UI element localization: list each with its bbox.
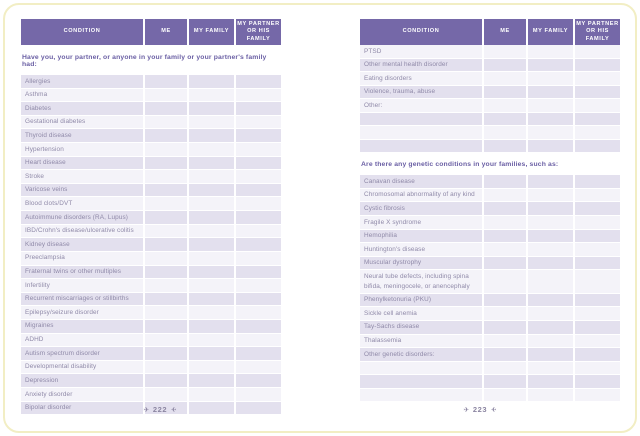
entry-cell-my-family	[187, 89, 234, 102]
table-row	[21, 184, 281, 198]
entry-cell-my-family	[526, 307, 573, 320]
entry-cell-my-family	[187, 388, 234, 401]
entry-cell-me	[143, 361, 187, 374]
entry-cell-partner-family	[573, 59, 620, 72]
table-row	[360, 216, 620, 230]
entry-cell-my-family	[526, 335, 573, 348]
entry-cell-partner-family	[573, 270, 620, 292]
table-row	[360, 45, 620, 59]
entry-cell-me	[482, 335, 526, 348]
entry-cell-partner-family	[573, 362, 620, 374]
conditions-continued-table	[360, 45, 620, 153]
entry-cell-my-family	[187, 225, 234, 238]
entry-cell-partner-family	[234, 238, 281, 251]
condition-label: Fragile X syndrome	[364, 218, 422, 226]
table-row	[360, 294, 620, 308]
condition-label: Violence, trauma, abuse	[364, 88, 436, 96]
entry-cell-my-family	[187, 102, 234, 115]
entry-cell-me	[143, 116, 187, 129]
entry-cell-me	[482, 216, 526, 229]
entry-cell-me	[143, 197, 187, 210]
condition-label: Thalassemia	[364, 337, 402, 345]
entry-cell-me	[143, 184, 187, 197]
header-cell-my-family: MY FAMILY	[526, 19, 573, 45]
condition-label: Recurrent miscarriages or stillbirths	[25, 295, 129, 303]
table-row	[21, 279, 281, 293]
entry-cell-my-family	[526, 175, 573, 188]
condition-label: Huntington's disease	[364, 245, 426, 253]
condition-label: Bipolar disorder	[25, 404, 72, 412]
entry-cell-me	[482, 362, 526, 374]
entry-cell-me	[482, 45, 526, 58]
entry-cell-partner-family	[234, 170, 281, 183]
condition-label	[360, 362, 482, 374]
entry-cell-partner-family	[573, 389, 620, 401]
condition-label: Other:	[364, 101, 383, 109]
genetic-conditions-table	[360, 175, 620, 402]
condition-label: Muscular dystrophy	[364, 259, 422, 267]
entry-cell-my-family	[526, 243, 573, 256]
condition-label: Varicose veins	[25, 186, 68, 194]
table-row-empty	[360, 113, 620, 126]
entry-cell-my-family	[526, 321, 573, 334]
header-cell-partner-family: MY PARTNER OR HIS FAMILY	[234, 19, 281, 45]
intro-question: Have you, your partner, or anyone in your family or your partner's family had:	[22, 54, 267, 68]
table-row	[21, 388, 281, 402]
entry-cell-partner-family	[234, 293, 281, 306]
table-row	[21, 374, 281, 388]
entry-cell-my-family	[526, 389, 573, 401]
condition-label: Heart disease	[25, 159, 66, 167]
entry-cell-partner-family	[234, 388, 281, 401]
right-page	[360, 19, 620, 402]
entry-cell-partner-family	[234, 75, 281, 88]
table-row	[21, 361, 281, 375]
entry-cell-my-family	[187, 184, 234, 197]
entry-cell-my-family	[526, 216, 573, 229]
table-header	[360, 19, 620, 45]
condition-label: Eating disorders	[364, 74, 412, 82]
entry-cell-my-family	[526, 86, 573, 99]
entry-cell-partner-family	[234, 211, 281, 224]
condition-label: Other genetic disorders:	[364, 350, 435, 358]
entry-cell-my-family	[187, 143, 234, 156]
entry-cell-me	[143, 347, 187, 360]
table-row	[360, 230, 620, 244]
plane-ornament-icon: ✈	[143, 407, 150, 414]
table-row	[360, 59, 620, 73]
entry-cell-partner-family	[234, 279, 281, 292]
page-number-right	[320, 405, 640, 414]
table-row	[360, 72, 620, 86]
entry-cell-partner-family	[573, 348, 620, 361]
entry-cell-my-family	[187, 129, 234, 142]
entry-cell-my-family	[526, 126, 573, 138]
table-row	[21, 225, 281, 239]
entry-cell-me	[482, 230, 526, 243]
condition-label: Autoimmune disorders (RA, Lupus)	[25, 213, 129, 221]
condition-label: Epilepsy/seizure disorder	[25, 308, 99, 316]
entry-cell-me	[482, 375, 526, 387]
entry-cell-my-family	[526, 294, 573, 307]
entry-cell-my-family	[187, 306, 234, 319]
table-row-empty	[360, 140, 620, 153]
condition-label: Other mental health disorder	[364, 61, 448, 69]
entry-cell-partner-family	[573, 202, 620, 215]
condition-label: Infertility	[25, 281, 50, 289]
table-row	[21, 157, 281, 171]
page-number-left	[0, 405, 320, 414]
entry-cell-me	[143, 225, 187, 238]
entry-cell-me	[143, 334, 187, 347]
entry-cell-me	[143, 320, 187, 333]
condition-label: Depression	[25, 376, 59, 384]
plane-ornament-icon: ✈	[490, 407, 497, 414]
table-row	[360, 175, 620, 189]
entry-cell-my-family	[526, 99, 573, 112]
table-row	[21, 238, 281, 252]
table-row	[360, 86, 620, 100]
entry-cell-me	[143, 170, 187, 183]
entry-cell-me	[482, 99, 526, 112]
table-row	[360, 335, 620, 349]
entry-cell-my-family	[187, 238, 234, 251]
entry-cell-my-family	[187, 252, 234, 265]
entry-cell-me	[143, 279, 187, 292]
condition-label: Migraines	[25, 322, 54, 330]
table-row-empty	[360, 126, 620, 139]
condition-label: Kidney disease	[25, 240, 70, 248]
entry-cell-partner-family	[234, 157, 281, 170]
entry-cell-my-family	[526, 230, 573, 243]
table-row	[21, 75, 281, 89]
condition-label: Phenylketonuria (PKU)	[364, 296, 432, 304]
entry-cell-me	[482, 175, 526, 188]
condition-label: Autism spectrum disorder	[25, 349, 100, 357]
condition-label: Hypertension	[25, 145, 64, 153]
entry-cell-me	[143, 89, 187, 102]
entry-cell-my-family	[526, 113, 573, 125]
entry-cell-my-family	[187, 197, 234, 210]
entry-cell-my-family	[187, 266, 234, 279]
entry-cell-partner-family	[234, 320, 281, 333]
table-row	[360, 202, 620, 216]
page-number-text: 223	[472, 405, 488, 414]
condition-label: Asthma	[25, 91, 48, 99]
entry-cell-me	[482, 307, 526, 320]
entry-cell-partner-family	[234, 143, 281, 156]
entry-cell-partner-family	[573, 72, 620, 85]
entry-cell-my-family	[187, 116, 234, 129]
entry-cell-partner-family	[573, 335, 620, 348]
entry-cell-partner-family	[234, 347, 281, 360]
table-row	[21, 334, 281, 348]
entry-cell-my-family	[187, 320, 234, 333]
entry-cell-partner-family	[573, 113, 620, 125]
table-row	[21, 170, 281, 184]
entry-cell-my-family	[187, 75, 234, 88]
entry-cell-partner-family	[234, 116, 281, 129]
entry-cell-me	[143, 238, 187, 251]
table-row	[21, 89, 281, 103]
table-row	[360, 270, 620, 293]
entry-cell-me	[482, 72, 526, 85]
entry-cell-my-family	[526, 189, 573, 202]
header-cell-my-family: MY FAMILY	[187, 19, 234, 45]
entry-cell-me	[482, 86, 526, 99]
condition-label: Blood clots/DVT	[25, 199, 73, 207]
entry-cell-partner-family	[573, 99, 620, 112]
entry-cell-me	[143, 388, 187, 401]
condition-label	[360, 375, 482, 387]
entry-cell-me	[143, 293, 187, 306]
entry-cell-my-family	[187, 211, 234, 224]
condition-label: Neural tube defects, including spina bifida, meningocele, or anencephaly	[364, 272, 470, 290]
entry-cell-me	[482, 126, 526, 138]
left-page	[21, 19, 281, 415]
condition-label: Diabetes	[25, 104, 52, 112]
entry-cell-me	[482, 294, 526, 307]
entry-cell-partner-family	[234, 225, 281, 238]
table-row	[360, 257, 620, 271]
entry-cell-partner-family	[234, 266, 281, 279]
entry-cell-partner-family	[234, 184, 281, 197]
entry-cell-partner-family	[234, 252, 281, 265]
entry-cell-my-family	[526, 140, 573, 152]
table-row	[21, 266, 281, 280]
entry-cell-me	[482, 113, 526, 125]
entry-cell-me	[482, 202, 526, 215]
table-row-empty	[360, 375, 620, 388]
entry-cell-partner-family	[573, 375, 620, 387]
conditions-table	[21, 75, 281, 415]
condition-label: Tay-Sachs disease	[364, 323, 420, 331]
entry-cell-partner-family	[573, 189, 620, 202]
condition-label: Hemophilia	[364, 232, 397, 240]
entry-cell-partner-family	[573, 243, 620, 256]
condition-label: IBD/Crohn's disease/ulcerative colitis	[25, 227, 134, 235]
table-row-empty	[360, 362, 620, 375]
header-cell-condition: CONDITION	[63, 28, 101, 35]
entry-cell-partner-family	[573, 294, 620, 307]
entry-cell-my-family	[526, 362, 573, 374]
entry-cell-my-family	[526, 270, 573, 292]
condition-label: Fraternal twins or other multiples	[25, 268, 122, 276]
entry-cell-me	[482, 270, 526, 292]
entry-cell-me	[143, 211, 187, 224]
header-cell-me: ME	[143, 19, 187, 45]
table-row	[21, 306, 281, 320]
entry-cell-partner-family	[573, 321, 620, 334]
table-row	[21, 143, 281, 157]
table-row	[360, 307, 620, 321]
table-row	[21, 347, 281, 361]
condition-label: PTSD	[364, 47, 382, 55]
table-row	[360, 243, 620, 257]
entry-cell-partner-family	[234, 197, 281, 210]
entry-cell-me	[482, 140, 526, 152]
entry-cell-my-family	[187, 279, 234, 292]
entry-cell-my-family	[526, 45, 573, 58]
entry-cell-my-family	[526, 348, 573, 361]
entry-cell-partner-family	[234, 334, 281, 347]
entry-cell-my-family	[187, 374, 234, 387]
condition-label	[360, 389, 482, 401]
entry-cell-partner-family	[234, 102, 281, 115]
entry-cell-my-family	[526, 375, 573, 387]
condition-label: Thyroid disease	[25, 131, 72, 139]
table-row	[21, 129, 281, 143]
condition-label	[360, 113, 482, 125]
entry-cell-partner-family	[234, 361, 281, 374]
condition-label	[360, 140, 482, 152]
entry-cell-partner-family	[234, 374, 281, 387]
entry-cell-my-family	[526, 257, 573, 270]
entry-cell-my-family	[526, 72, 573, 85]
entry-cell-me	[482, 189, 526, 202]
entry-cell-partner-family	[573, 175, 620, 188]
header-cell-me: ME	[482, 19, 526, 45]
entry-cell-partner-family	[573, 126, 620, 138]
entry-cell-partner-family	[573, 86, 620, 99]
table-row	[21, 293, 281, 307]
table-row	[21, 197, 281, 211]
table-row	[21, 252, 281, 266]
entry-cell-me	[143, 306, 187, 319]
condition-label: Preeclampsia	[25, 254, 65, 262]
plane-ornament-icon: ✈	[170, 407, 177, 414]
table-row	[21, 320, 281, 334]
entry-cell-partner-family	[573, 140, 620, 152]
table-row	[21, 211, 281, 225]
entry-cell-me	[482, 321, 526, 334]
entry-cell-partner-family	[234, 306, 281, 319]
condition-label: Sickle cell anemia	[364, 309, 417, 317]
entry-cell-me	[143, 266, 187, 279]
entry-cell-partner-family	[573, 45, 620, 58]
table-row-empty	[360, 389, 620, 402]
entry-cell-me	[143, 129, 187, 142]
condition-label: Allergies	[25, 77, 51, 85]
table-row	[360, 99, 620, 113]
entry-cell-me	[143, 157, 187, 170]
entry-cell-me	[143, 374, 187, 387]
condition-label: Anxiety disorder	[25, 390, 73, 398]
entry-cell-me	[482, 257, 526, 270]
condition-label: Chromosomal abnormality of any kind	[364, 191, 475, 199]
entry-cell-partner-family	[573, 230, 620, 243]
entry-cell-my-family	[187, 170, 234, 183]
entry-cell-my-family	[526, 59, 573, 72]
entry-cell-my-family	[187, 334, 234, 347]
entry-cell-partner-family	[234, 89, 281, 102]
entry-cell-my-family	[187, 361, 234, 374]
entry-cell-me	[143, 75, 187, 88]
entry-cell-my-family	[187, 157, 234, 170]
entry-cell-me	[482, 243, 526, 256]
entry-cell-my-family	[526, 202, 573, 215]
header-cell-condition: CONDITION	[402, 28, 440, 35]
entry-cell-me	[143, 252, 187, 265]
condition-label: ADHD	[25, 336, 44, 344]
page-number-text: 222	[152, 405, 168, 414]
entry-cell-partner-family	[573, 257, 620, 270]
entry-cell-partner-family	[234, 129, 281, 142]
table-row	[360, 348, 620, 362]
entry-cell-partner-family	[573, 307, 620, 320]
table-row	[360, 189, 620, 203]
genetic-question: Are there any genetic conditions in your families, such as:	[361, 161, 559, 169]
condition-label: Stroke	[25, 172, 45, 180]
entry-cell-my-family	[187, 347, 234, 360]
condition-label: Canavan disease	[364, 177, 415, 185]
condition-label	[360, 126, 482, 138]
table-row	[21, 102, 281, 116]
header-cell-partner-family: MY PARTNER OR HIS FAMILY	[573, 19, 620, 45]
entry-cell-me	[143, 143, 187, 156]
entry-cell-me	[482, 348, 526, 361]
entry-cell-me	[482, 389, 526, 401]
plane-ornament-icon: ✈	[463, 407, 470, 414]
table-row	[21, 116, 281, 130]
entry-cell-me	[143, 102, 187, 115]
condition-label: Developmental disability	[25, 363, 97, 371]
entry-cell-partner-family	[573, 216, 620, 229]
table-header	[21, 19, 281, 45]
entry-cell-my-family	[187, 293, 234, 306]
condition-label: Cystic fibrosis	[364, 204, 405, 212]
entry-cell-me	[482, 59, 526, 72]
condition-label: Gestational diabetes	[25, 118, 86, 126]
table-row	[360, 321, 620, 335]
